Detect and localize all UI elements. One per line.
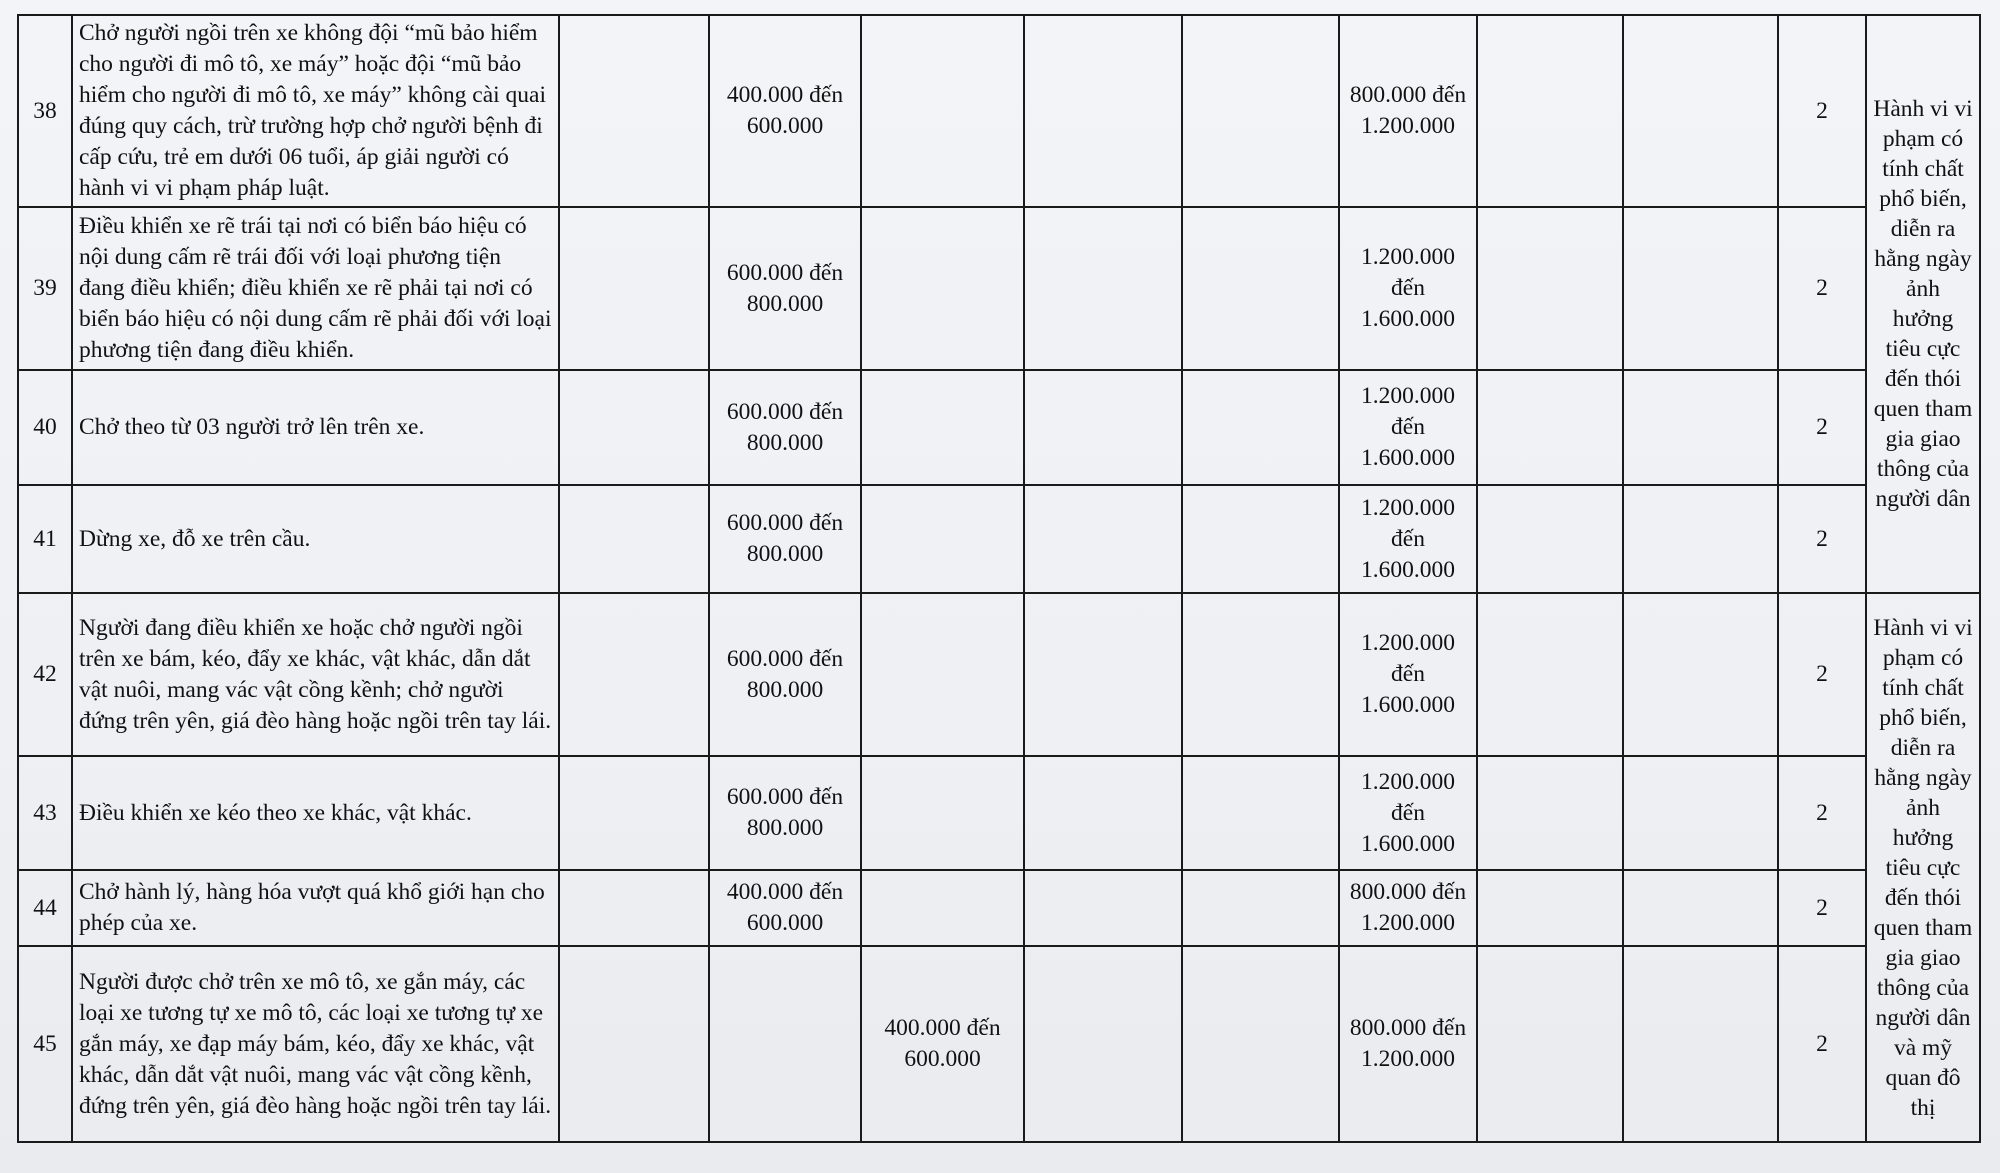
empty-cell xyxy=(1623,593,1778,756)
points-deducted: 2 xyxy=(1778,870,1866,946)
fine-old-a: 600.000 đến 800.000 xyxy=(709,593,861,756)
empty-cell xyxy=(1182,207,1339,370)
empty-cell xyxy=(1182,370,1339,485)
fine-new: 1.200.000 đến 1.600.000 xyxy=(1339,370,1477,485)
fine-old-b: 400.000 đến 600.000 xyxy=(861,946,1024,1142)
assessment-note: Hành vi vi phạm có tính chất phổ biến, diễn ra hằng ngày ảnh hưởng tiêu cực đến thói quen tham gia giao thông của người dân xyxy=(1866,15,1980,593)
empty-cell xyxy=(559,207,709,370)
violation-description: Chở người ngồi trên xe không đội “mũ bảo hiểm cho người đi mô tô, xe máy” hoặc đội “mũ bảo hiểm cho người đi mô tô, xe máy” không cài quai đúng quy cách, trừ trường hợp chở người bệnh đi cấp cứu, trẻ em dưới 06 tuổi, áp giải người có hành vi vi phạm pháp luật. xyxy=(72,15,559,207)
fine-new: 800.000 đến 1.200.000 xyxy=(1339,870,1477,946)
row-number: 42 xyxy=(18,593,72,756)
fine-new: 1.200.000 đến 1.600.000 xyxy=(1339,207,1477,370)
row-number: 43 xyxy=(18,756,72,870)
empty-cell xyxy=(1182,593,1339,756)
row-number: 38 xyxy=(18,15,72,207)
fine-new: 1.200.000 đến 1.600.000 xyxy=(1339,756,1477,870)
fine-old-a: 600.000 đến 800.000 xyxy=(709,756,861,870)
assessment-note: Hành vi vi phạm có tính chất phổ biến, diễn ra hằng ngày ảnh hưởng tiêu cực đến thói quen tham gia giao thông của người dân và mỹ quan đô thị xyxy=(1866,593,1980,1142)
fine-new: 800.000 đến 1.200.000 xyxy=(1339,15,1477,207)
fine-old-a: 600.000 đến 800.000 xyxy=(709,485,861,593)
empty-cell xyxy=(1182,15,1339,207)
points-deducted: 2 xyxy=(1778,485,1866,593)
points-deducted: 2 xyxy=(1778,593,1866,756)
fine-old-a xyxy=(709,946,861,1142)
row-number: 41 xyxy=(18,485,72,593)
fine-old-b xyxy=(861,207,1024,370)
empty-cell xyxy=(1623,15,1778,207)
fine-old-b xyxy=(861,15,1024,207)
table-row xyxy=(18,593,1980,756)
empty-cell xyxy=(1024,207,1182,370)
empty-cell xyxy=(1477,207,1623,370)
table-row xyxy=(18,207,1980,370)
fine-old-a: 600.000 đến 800.000 xyxy=(709,370,861,485)
empty-cell xyxy=(1024,15,1182,207)
points-deducted: 2 xyxy=(1778,15,1866,207)
empty-cell xyxy=(1477,15,1623,207)
empty-cell xyxy=(1024,756,1182,870)
fine-new: 800.000 đến 1.200.000 xyxy=(1339,946,1477,1142)
empty-cell xyxy=(559,756,709,870)
violation-description: Điều khiển xe rẽ trái tại nơi có biển báo hiệu có nội dung cấm rẽ trái đối với loại phương tiện đang điều khiển; điều khiển xe rẽ phải tại nơi có biển báo hiệu có nội dung cấm rẽ phải đối với loại phương tiện đang điều khiển. xyxy=(72,207,559,370)
empty-cell xyxy=(1623,756,1778,870)
violation-description: Dừng xe, đỗ xe trên cầu. xyxy=(72,485,559,593)
violation-description: Người được chở trên xe mô tô, xe gắn máy, các loại xe tương tự xe mô tô, các loại xe tương tự xe gắn máy, xe đạp máy bám, kéo, đẩy xe khác, vật khác, dẫn dắt vật nuôi, mang vác vật cồng kềnh, đứng trên yên, giá đèo hàng hoặc ngồi trên tay lái. xyxy=(72,946,559,1142)
fine-old-b xyxy=(861,870,1024,946)
empty-cell xyxy=(1182,870,1339,946)
fine-new: 1.200.000 đến 1.600.000 xyxy=(1339,485,1477,593)
violation-description: Người đang điều khiển xe hoặc chở người ngồi trên xe bám, kéo, đẩy xe khác, vật khác, dẫn dắt vật nuôi, mang vác vật cồng kềnh; chở người đứng trên yên, giá đèo hàng hoặc ngồi trên tay lái. xyxy=(72,593,559,756)
empty-cell xyxy=(1623,870,1778,946)
empty-cell xyxy=(559,370,709,485)
fine-old-a: 400.000 đến 600.000 xyxy=(709,870,861,946)
table-row xyxy=(18,870,1980,946)
table-row xyxy=(18,15,1980,207)
empty-cell xyxy=(1477,870,1623,946)
fine-old-a: 400.000 đến 600.000 xyxy=(709,15,861,207)
fine-old-b xyxy=(861,485,1024,593)
empty-cell xyxy=(1623,207,1778,370)
fines-table xyxy=(17,14,1981,1143)
table-row xyxy=(18,756,1980,870)
empty-cell xyxy=(1477,370,1623,485)
table-row xyxy=(18,946,1980,1142)
empty-cell xyxy=(1477,756,1623,870)
violation-description: Chở theo từ 03 người trở lên trên xe. xyxy=(72,370,559,485)
fine-new: 1.200.000 đến 1.600.000 xyxy=(1339,593,1477,756)
empty-cell xyxy=(1024,593,1182,756)
table-row xyxy=(18,370,1980,485)
empty-cell xyxy=(559,593,709,756)
row-number: 45 xyxy=(18,946,72,1142)
empty-cell xyxy=(559,946,709,1142)
empty-cell xyxy=(1024,485,1182,593)
empty-cell xyxy=(1182,946,1339,1142)
fine-old-b xyxy=(861,370,1024,485)
row-number: 39 xyxy=(18,207,72,370)
fine-old-b xyxy=(861,756,1024,870)
empty-cell xyxy=(1477,485,1623,593)
points-deducted: 2 xyxy=(1778,946,1866,1142)
fine-old-a: 600.000 đến 800.000 xyxy=(709,207,861,370)
violation-description: Điều khiển xe kéo theo xe khác, vật khác. xyxy=(72,756,559,870)
points-deducted: 2 xyxy=(1778,207,1866,370)
violation-description: Chở hành lý, hàng hóa vượt quá khổ giới hạn cho phép của xe. xyxy=(72,870,559,946)
empty-cell xyxy=(1623,946,1778,1142)
empty-cell xyxy=(1477,593,1623,756)
row-number: 44 xyxy=(18,870,72,946)
empty-cell xyxy=(1182,756,1339,870)
empty-cell xyxy=(1623,370,1778,485)
table-row xyxy=(18,485,1980,593)
empty-cell xyxy=(1024,870,1182,946)
empty-cell xyxy=(1024,946,1182,1142)
points-deducted: 2 xyxy=(1778,370,1866,485)
empty-cell xyxy=(559,15,709,207)
empty-cell xyxy=(1182,485,1339,593)
empty-cell xyxy=(559,870,709,946)
points-deducted: 2 xyxy=(1778,756,1866,870)
empty-cell xyxy=(1477,946,1623,1142)
empty-cell xyxy=(1024,370,1182,485)
empty-cell xyxy=(559,485,709,593)
fine-old-b xyxy=(861,593,1024,756)
row-number: 40 xyxy=(18,370,72,485)
empty-cell xyxy=(1623,485,1778,593)
